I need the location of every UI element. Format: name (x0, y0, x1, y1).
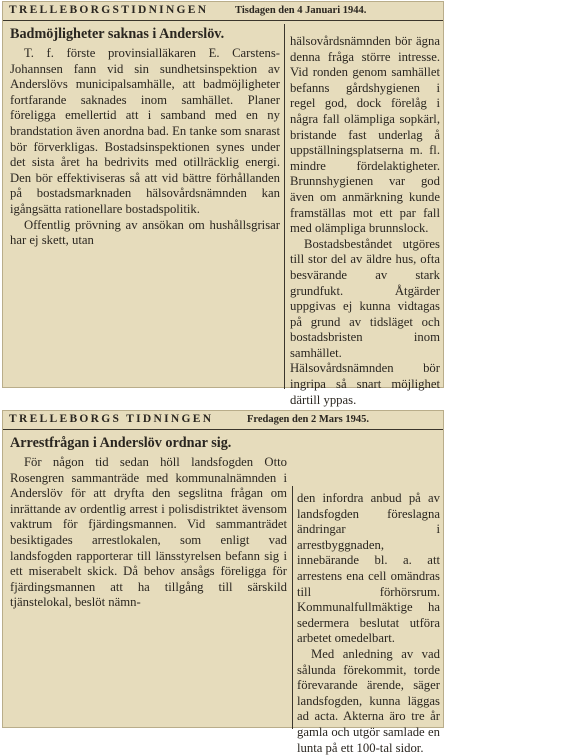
paragraph: Bostadsbeståndet utgöres till stor del av äldre hus, ofta besvärande av stark grundfukt. Åtgärder uppgivas ej kunna vidtagas på grund av tidsläget och bostadsbristen inom samhället. Hälsovårdsnämnden bör ingripa så snart möjlighet därtill yppas. (290, 236, 440, 407)
left-column (10, 435, 287, 611)
right-column (297, 491, 440, 756)
dateline: Fredagen den 2 Mars 1945. (247, 414, 370, 425)
column-rule (284, 24, 285, 389)
paragraph: T. f. förste provinsialläkaren E. Carstens-Johannsen fann vid sin sundhetsinspektion av Anderslövs municipalsamhälle, att badmöjligheter fortfarande saknades inom samhället. Planer föreligga emellertid att i samband med en ny brandstation även anordna bad. En tanke som snarast bör förverkligas. Bostadsinspektionen synes under det sista året ha bedrivits med otillräcklig energi. Den bör effektiviseras så att vid bättre förhållanden på bostadsmarknaden hälsovårdsnämnden kan igångsätta rationellare bostadspolitik. (10, 46, 280, 216)
paragraph: Med anledning av vad sålunda förekommit, torde förevarande ärende, säger landsfogden, kunna läggas ad acta. Akterna äro tre år gamla och utgör samlade en lunta på ett 100-tal sidor. (297, 646, 440, 755)
article-title: Arrestfrågan i Anderslöv ordnar sig. (10, 435, 232, 451)
newspaper-header (3, 2, 443, 21)
paragraph: För någon tid sedan höll landsfogden Otto Rosengren sammanträde med kommunalnämnden i Anderslöv för att dryfta den segslitna frågan om inrättande av ordentlig arrest i polisdistriktet ävensom vaktrum för fjärdingsmannen. Vid sammanträdet besiktigades arrestlokalen, som enligt vad landsfogden rapporterar till länsstyrelsen befann sig i ett miserabelt skick. Då behov ansågs föreligga för fjärdingsmannen att ha tillgång till särskild tjänstelokal, beslöt nämn- (10, 455, 287, 610)
paragraph: den infordra anbud på av landsfogden föreslagna ändringar i arrestbyggnaden, innebärande bl. a. att arrestens ena cell omändras till förhörsrum. Kommunalfullmäktige ha sedermera beslutat utföra arbetet omedelbart. (297, 491, 440, 646)
masthead: TRELLEBORGS TIDNINGEN (9, 413, 214, 425)
article-title: Badmöjligheter saknas i Anderslöv. (10, 26, 225, 42)
masthead: TRELLEBORGSTIDNINGEN (9, 4, 209, 16)
clipping-1945 (2, 410, 444, 755)
paragraph: hälsovårdsnämnden bör ägna denna fråga större intresse. Vid ronden genom samhället befanns gårdshygienen i regel god, dock förelåg i några fall olämpliga sopkärl, bristande fast underlag å uppställningsplatserna m. fl. mindre fördelaktigheter. Brunnshygienen var god även om anmärkning kunde framställas mot ett par fall med olämpliga brunnslock. (290, 34, 440, 236)
paragraph: Offentlig prövning av ansökan om hushållsgrisar har ej skett, utan (10, 217, 280, 248)
right-column (290, 34, 440, 408)
clipping-1944 (2, 1, 444, 407)
column-rule (292, 486, 293, 729)
left-column (10, 26, 280, 249)
dateline: Tisdagen den 4 Januari 1944. (235, 5, 367, 16)
newspaper-header (3, 411, 443, 430)
